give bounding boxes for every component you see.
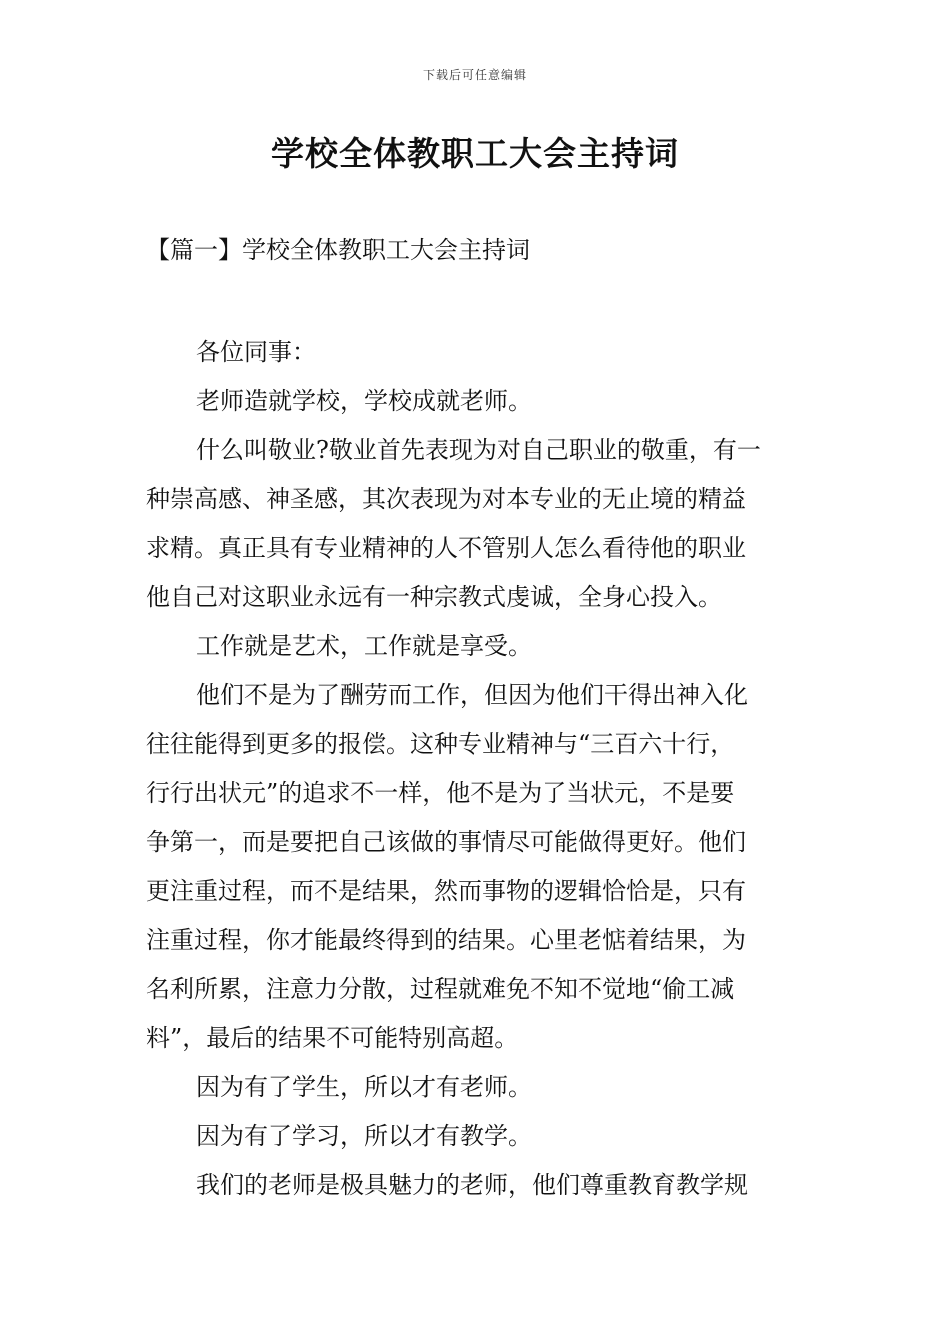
paragraph-line: 什么叫敬业?敬业首先表现为对自己职业的敬重，有一 [196, 436, 761, 464]
paragraph-line: 往往能得到更多的报偿。这种专业精神与“三百六十行， [146, 730, 735, 758]
paragraph-line: 种崇高感、神圣感，其次表现为对本专业的无止境的精益 [146, 485, 746, 513]
paragraph-line: 各位同事： [196, 338, 316, 366]
paragraph-line: 我们的老师是极具魅力的老师，他们尊重教育教学规 [196, 1171, 748, 1199]
body-text [146, 328, 808, 1210]
paragraph-line: 行行出状元”的追求不一样，他不是为了当状元，不是要 [146, 779, 735, 807]
paragraph-line: 因为有了学生，所以才有老师。 [196, 1073, 532, 1101]
document-title: 学校全体教职工大会主持词 [271, 134, 679, 173]
paragraph-line: 注重过程，你才能最终得到的结果。心里老惦着结果，为 [146, 926, 746, 954]
paragraph-line: 老师造就学校，学校成就老师。 [196, 387, 532, 415]
paragraph-line: 他自己对这职业永远有一种宗教式虔诚，全身心投入。 [146, 583, 722, 611]
paragraph-line: 更注重过程，而不是结果，然而事物的逻辑恰恰是，只有 [146, 877, 746, 905]
section-heading: 【篇一】学校全体教职工大会主持词 [146, 236, 530, 264]
paragraph-line: 名利所累，注意力分散，过程就难免不知不觉地“偷工减 [146, 975, 735, 1003]
paragraph-line: 因为有了学习，所以才有教学。 [196, 1122, 532, 1150]
header-note: 下载后可任意编辑 [422, 68, 527, 82]
paragraph-line: 争第一，而是要把自己该做的事情尽可能做得更好。他们 [146, 828, 746, 856]
paragraph-line: 工作就是艺术，工作就是享受。 [196, 632, 532, 660]
paragraph-line: 求精。真正具有专业精神的人不管别人怎么看待他的职业 [146, 534, 746, 562]
paragraph-line: 他们不是为了酬劳而工作，但因为他们干得出神入化 [196, 681, 748, 709]
paragraph-line: 料”，最后的结果不可能特别高超。 [146, 1024, 519, 1052]
